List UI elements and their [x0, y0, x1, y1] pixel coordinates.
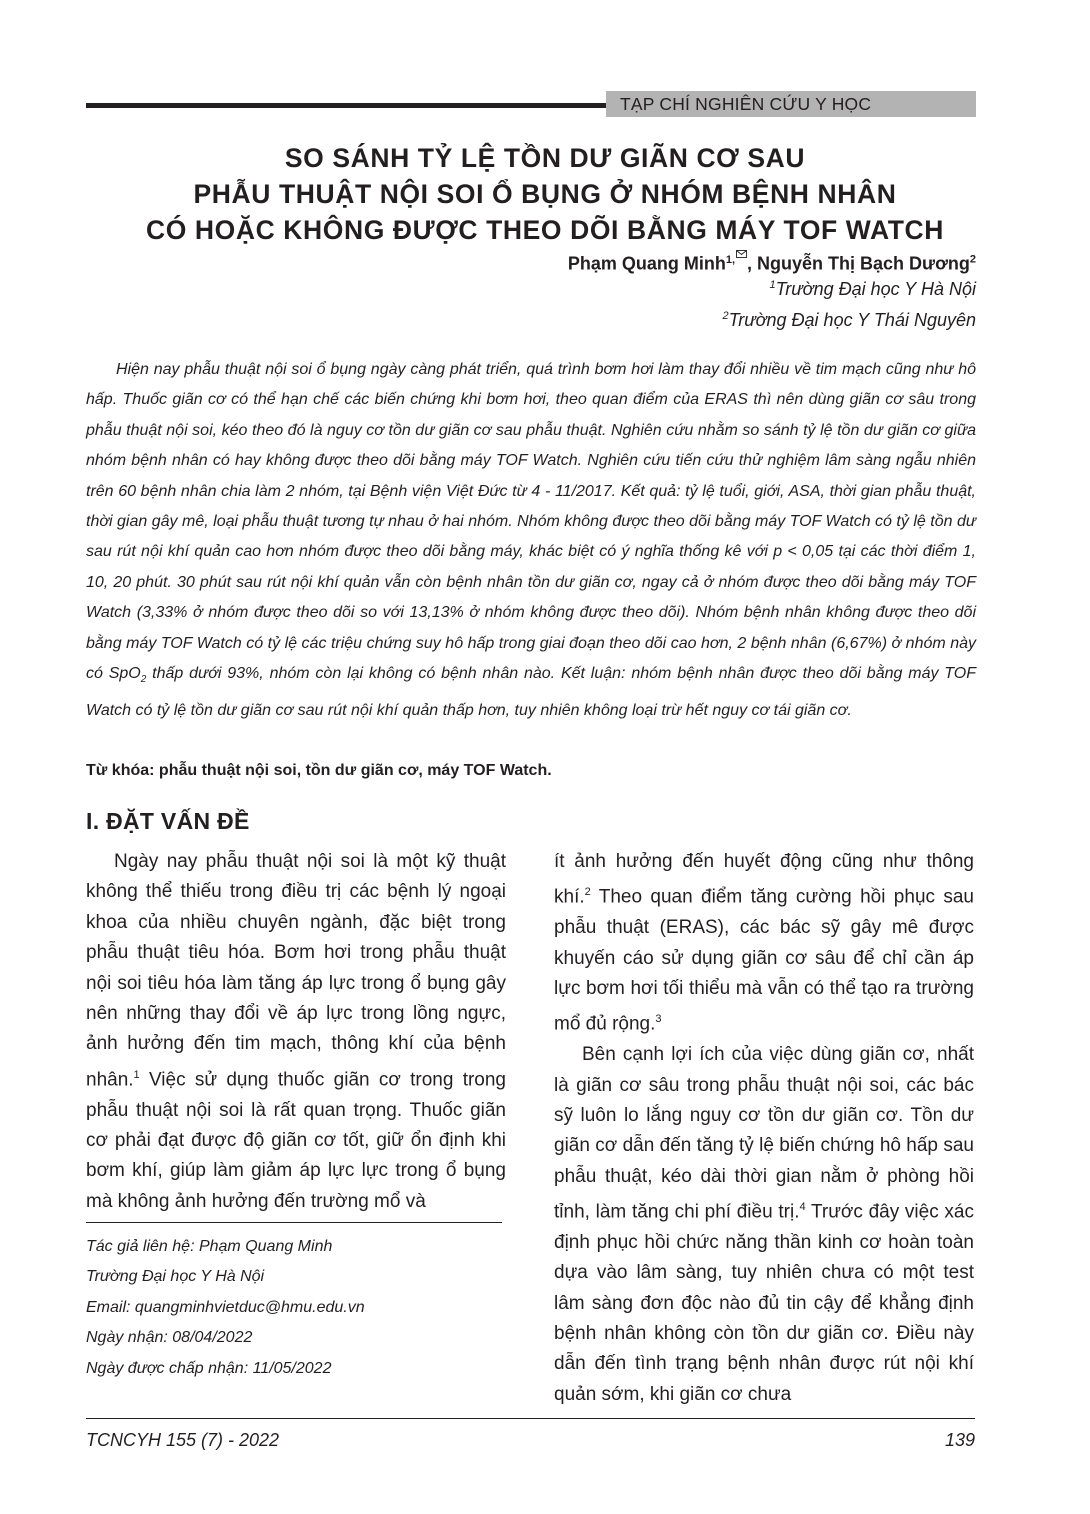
footnote-accepted: Ngày được chấp nhận: 11/05/2022 [86, 1359, 332, 1377]
left-column [86, 847, 506, 1217]
author-1: Phạm Quang Minh [567, 253, 726, 274]
envelope-icon [736, 249, 747, 261]
title-line-2: PHẪU THUẬT NỘI SOI Ổ BỤNG Ở NHÓM BỆNH NHÂN [193, 179, 897, 209]
header-rule [86, 103, 606, 108]
right-column [554, 847, 974, 1410]
section-heading: I. ĐẶT VẤN ĐỀ [86, 808, 250, 834]
journal-header: TẠP CHÍ NGHIÊN CỨU Y HỌC [606, 91, 976, 117]
keywords: Từ khóa: phẫu thuật nội soi, tồn dư giãn cơ, máy TOF Watch. [86, 762, 552, 779]
author-2: Nguyễn Thị Bạch Dương [757, 253, 970, 274]
footnote-email: Email: quangminhvietduc@hmu.edu.vn [86, 1298, 365, 1316]
affiliation-2: $^2$Trường Đại học Y Thái Nguyên [722, 310, 976, 330]
abstract [86, 355, 976, 726]
footnote-rule [86, 1222, 502, 1223]
author-list: Phạm Quang Minh$^{1,}$ , Nguyễn Thị Bạch Dương$^2$ [568, 249, 976, 275]
title-line-3: CÓ HOẶC KHÔNG ĐƯỢC THEO DÕI BẰNG MÁY TOF WATCH [146, 215, 944, 245]
title-line-1: SO SÁNH TỶ LỆ TỒN DƯ GIÃN CƠ SAU [284, 143, 806, 173]
abstract-text: Hiện nay phẫu thuật nội soi ổ bụng ngày càng phát triển, quá trình bơm hơi làm thay đổi nhiều về tim mạch cũng như hô hấp. Thuốc giãn cơ có thể hạn chế các biến chứng khi bơm hơi, theo quan điểm của ERAS thì nên dùng giãn cơ sâu trong phẫu thuật nội soi, kéo theo đó là nguy cơ tồn dư giãn cơ sau phẫu thuật. Nghiên cứu nhằm so sánh tỷ lệ tồn dư giãn cơ giữa nhóm bệnh nhân có hay không được theo dõi bằng máy TOF Watch. Nghiên cứu tiến cứu thử nghiệm lâm sàng ngẫu nhiên trên 60 bệnh nhân chia làm 2 nhóm, tại Bệnh viện Việt Đức từ 4 - 11/2017. Kết quả: tỷ lệ tuổi, giới, ASA, thời gian phẫu thuật, thời gian gây mê, loại phẫu thuật tương tự nhau ở hai nhóm. Nhóm không được theo dõi bằng máy TOF Watch có tỷ lệ tồn dư sau rút nội khí quản cao hơn nhóm được theo dõi bằng máy, khác biệt có ý nghĩa thống kê với p < 0,05 tại các thời điểm 1, 10, 20 phút. 30 phút sau rút nội khí quản vẫn còn bệnh nhân tồn dư giãn cơ, ngay cả ở nhóm được theo dõi bằng máy TOF Watch (3,33% ở nhóm được theo dõi so với 13,13% ở nhóm không được theo dõi). Nhóm bệnh nhân không được theo dõi bằng máy TOF Watch có tỷ lệ các triệu chứng suy hô hấp trong giai đoạn theo dõi cao hơn, 2 bệnh nhân (6,67%) ở nhóm này có SpO$_2$ thấp dưới 93%, nhóm còn lại không có bệnh nhân nào. Kết luận: nhóm bệnh nhân được theo dõi bằng máy TOF Watch có tỷ lệ tồn dư giãn cơ sau rút nội khí quản thấp hơn, tuy nhiên không loại trừ hết nguy cơ tái giãn cơ. [86, 361, 977, 719]
footnote [86, 1232, 365, 1384]
footnote-contact: Tác giả liên hệ: Phạm Quang Minh [86, 1238, 333, 1255]
affiliation-1: $^1$Trường Đại học Y Hà Nội [769, 279, 976, 299]
journal-issue: TCNCYH 155 (7) - 2022 [86, 1430, 280, 1450]
author-1-affiliation: 1, [726, 254, 747, 266]
article-title [60, 140, 1030, 248]
right-paragraph-1: ít ảnh hưởng đến huyết động cũng như thông khí.$^2$ Theo quan điểm tăng cường hồi phục sau phẫu thuật (ERAS), các bác sỹ gây mê được khuyến cáo sử dụng giãn cơ sâu để chỉ cần áp lực bơm hơi tối thiểu mà vẫn có thể tạo ra trường mổ đủ rộng.$^3$ [554, 851, 974, 1035]
page-number: 139 [944, 1430, 975, 1450]
author-2-affiliation: 2 [969, 253, 976, 266]
right-paragraph-2: Bên cạnh lợi ích của việc dùng giãn cơ, nhất là giãn cơ sâu trong phẫu thuật nội soi, các bác sỹ luôn lo lắng nguy cơ tồn dư giãn cơ. Tồn dư giãn cơ dẫn đến tăng tỷ lệ biến chứng hô hấp sau phẫu thuật, kéo dài thời gian nằm ở phòng hồi tỉnh, làm tăng chi phí điều trị.$^4$ Trước đây việc xác định phục hồi chức năng thần kinh cơ hoàn toàn dựa vào lâm sàng, tuy nhiên chưa có một test lâm sàng đơn độc nào đủ tin cậy để khẳng định bệnh nhân không còn tồn dư giãn cơ. Điều này dẫn đến tình trạng bệnh nhân được rút nội khí quản sớm, khi giãn cơ chưa [554, 1044, 974, 1405]
left-paragraph: Ngày nay phẫu thuật nội soi là một kỹ thuật không thể thiếu trong điều trị các bệnh lý ngoại khoa của nhiều chuyên ngành, đặc biệt trong phẫu thuật tiêu hóa. Bơm hơi trong phẫu thuật nội soi tiêu hóa làm tăng áp lực trong ổ bụng gây nên những thay đổi về áp lực trong lồng ngực, ảnh hưởng đến tim mạch, thông khí của bệnh nhân.$^1$ Việc sử dụng thuốc giãn cơ trong trong phẫu thuật nội soi là rất quan trọng. Thuốc giãn cơ phải đạt được độ giãn cơ tốt, giữ ổn định khi bơm khí, giúp làm giảm áp lực lực trong ổ bụng mà không ảnh hưởng đến trường mổ và [86, 851, 506, 1212]
footer-rule [86, 1418, 975, 1419]
footnote-institution: Trường Đại học Y Hà Nội [86, 1268, 265, 1286]
footnote-received: Ngày nhận: 08/04/2022 [86, 1329, 253, 1347]
